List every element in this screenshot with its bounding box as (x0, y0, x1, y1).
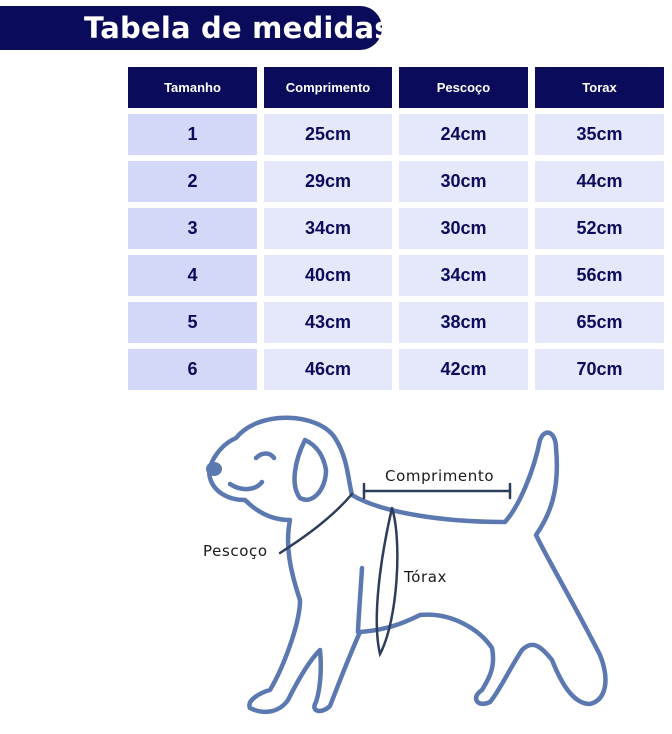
chest-label: Tórax (404, 568, 448, 586)
cell-chest: 56cm (535, 255, 664, 296)
cell-size: 1 (128, 114, 257, 155)
dog-nose (206, 462, 222, 476)
cell-length: 46cm (264, 349, 392, 390)
chest-measure-line (377, 508, 398, 654)
cell-chest: 70cm (535, 349, 664, 390)
cell-chest: 35cm (535, 114, 664, 155)
cell-size: 5 (128, 302, 257, 343)
dog-inner-leg (358, 568, 362, 632)
cell-neck: 30cm (399, 208, 528, 249)
cell-chest: 52cm (535, 208, 664, 249)
page-title: Tabela de medidas (84, 11, 392, 45)
header-length: Comprimento (264, 67, 392, 108)
dog-ear (295, 440, 326, 500)
length-label: Comprimento (385, 467, 495, 485)
dog-mouth (230, 482, 262, 489)
header-neck: Pescoço (399, 67, 528, 108)
cell-neck: 38cm (399, 302, 528, 343)
header-size: Tamanho (128, 67, 257, 108)
cell-chest: 44cm (535, 161, 664, 202)
cell-neck: 24cm (399, 114, 528, 155)
neck-label: Pescoço (203, 542, 268, 560)
cell-length: 40cm (264, 255, 392, 296)
cell-neck: 30cm (399, 161, 528, 202)
size-table (128, 67, 664, 390)
title-banner (0, 6, 392, 50)
cell-size: 2 (128, 161, 257, 202)
cell-neck: 34cm (399, 255, 528, 296)
cell-length: 25cm (264, 114, 392, 155)
cell-size: 6 (128, 349, 257, 390)
cell-size: 3 (128, 208, 257, 249)
cell-size: 4 (128, 255, 257, 296)
header-chest: Torax (535, 67, 664, 108)
cell-length: 43cm (264, 302, 392, 343)
dog-body-outline (209, 418, 605, 712)
cell-length: 29cm (264, 161, 392, 202)
cell-length: 34cm (264, 208, 392, 249)
cell-chest: 65cm (535, 302, 664, 343)
dog-eye (256, 454, 274, 459)
cell-neck: 42cm (399, 349, 528, 390)
